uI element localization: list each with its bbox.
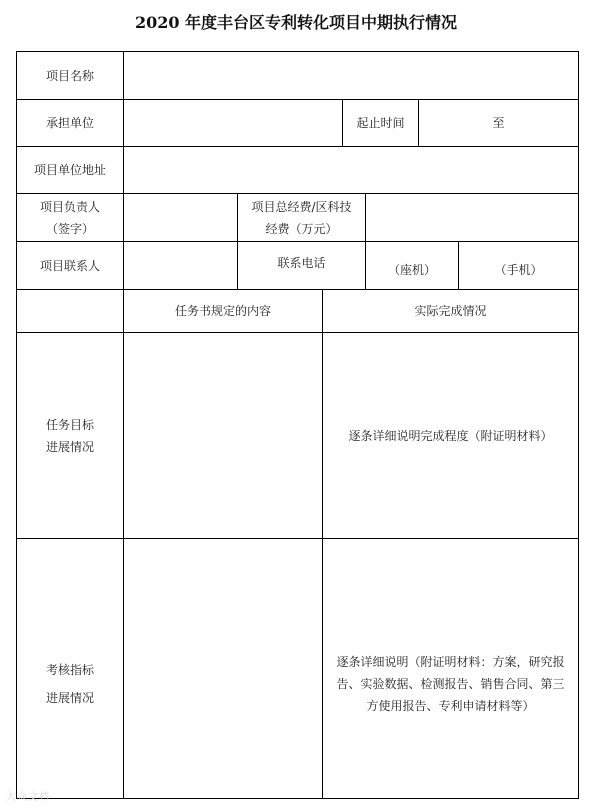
mobile-field[interactable]: （手机） — [494, 263, 543, 277]
contact-phone-label: 联系电话 — [277, 256, 326, 270]
period-label: 起止时间 — [356, 116, 405, 130]
document-title: 2020 年度丰台区专利转化项目中期执行情况 — [134, 13, 458, 32]
contact-person-field[interactable] — [124, 242, 237, 289]
contact-person-label: 项目联系人 — [39, 258, 100, 273]
project-leader-label: 项目负责人 （签字） — [39, 199, 100, 236]
landline-field[interactable]: （座机） — [387, 263, 436, 277]
project-name-label: 项目名称 — [45, 68, 94, 83]
actual-completion-header: 实际完成情况 — [414, 304, 487, 318]
period-field[interactable]: 至 — [492, 116, 505, 130]
assessment-content-field[interactable] — [124, 539, 322, 798]
task-progress-label: 任务目标 进展情况 — [45, 417, 94, 454]
task-content-header: 任务书规定的内容 — [174, 304, 271, 318]
unit-address-field[interactable] — [124, 147, 578, 193]
undertaking-unit-label: 承担单位 — [45, 116, 94, 130]
budget-field[interactable] — [366, 194, 578, 241]
task-completion-field[interactable]: 逐条详细说明完成程度（附证明材料） — [348, 428, 553, 443]
project-name-field[interactable] — [124, 52, 578, 99]
undertaking-unit-field[interactable] — [124, 100, 342, 146]
project-leader-field[interactable] — [124, 194, 237, 241]
budget-label: 项目总经费/区科技 经费（万元） — [251, 199, 352, 236]
task-content-field[interactable] — [124, 333, 322, 538]
assessment-completion-field[interactable]: 逐条详细说明（附证明材料：方案，研究报 告、实验数据、检测报告、销售合同、第三 方使用报告、专利申请材料等） — [336, 654, 565, 713]
assessment-progress-label: 考核指标 进展情况 — [45, 662, 94, 705]
blank-header-cell — [17, 290, 123, 332]
table-border-right — [578, 51, 579, 799]
table-border-bottom — [16, 798, 579, 799]
watermark: 大众文档 — [6, 792, 50, 803]
unit-address-label: 项目单位地址 — [33, 163, 106, 177]
